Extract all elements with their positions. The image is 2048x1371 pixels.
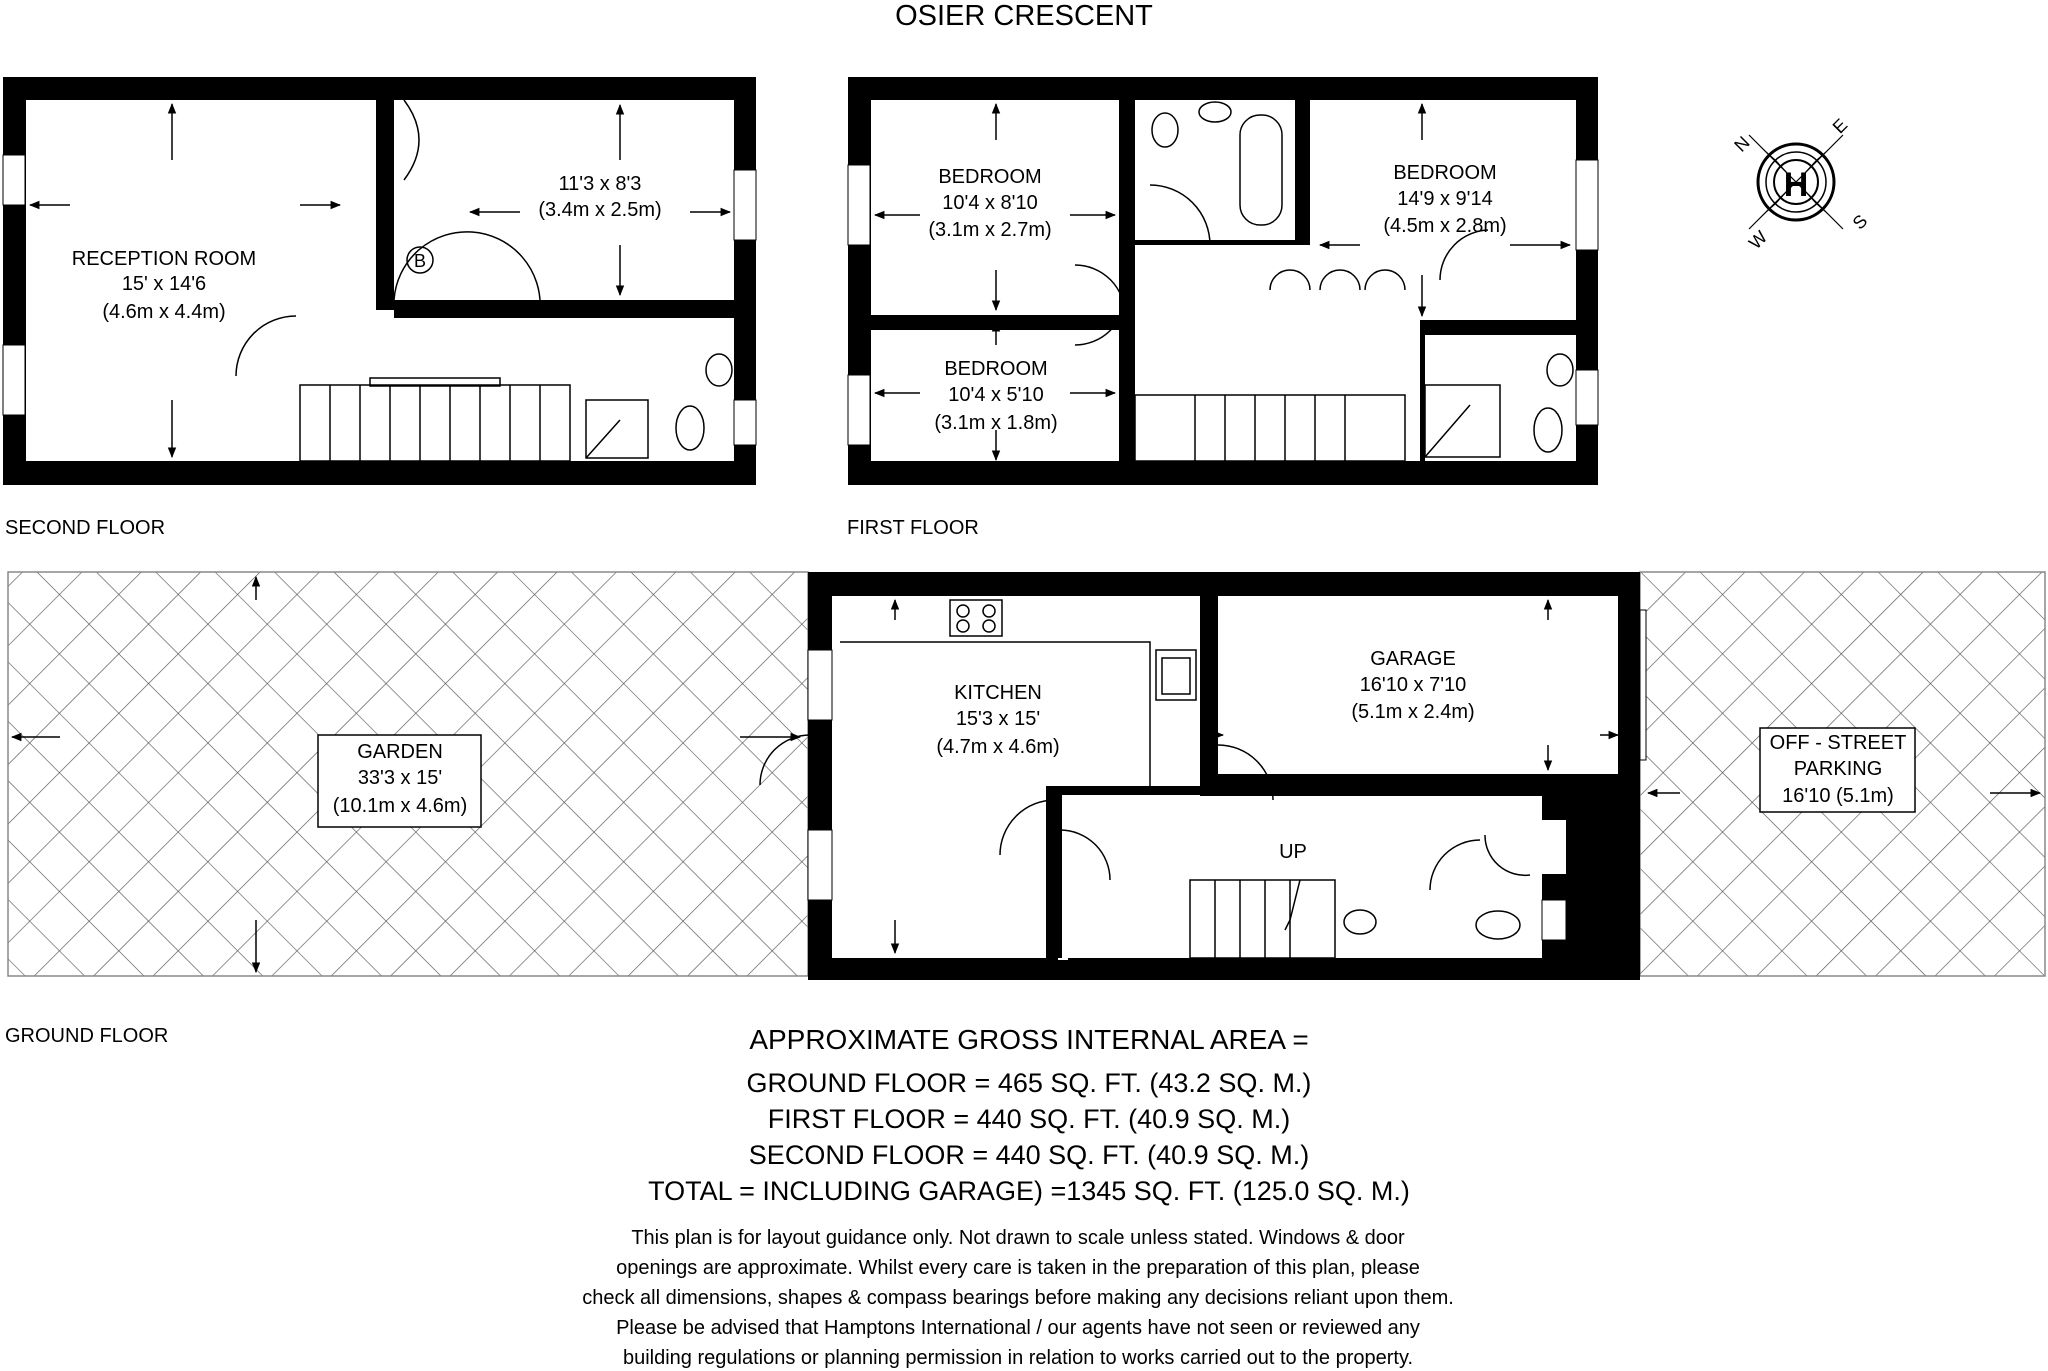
disclaimer-line: building regulations or planning permission in relation to works carried out to the property. — [622, 1347, 1414, 1369]
room-metric-parking: 16'10 (5.1m) — [1782, 785, 1894, 807]
compass-point-n: N — [1730, 132, 1754, 156]
room-metric-study: (3.4m x 2.5m) — [538, 199, 662, 221]
room-metric-reception: (4.6m x 4.4m) — [102, 301, 226, 323]
disclaimer-line: openings are approximate. Whilst every care is taken in the preparation of this plan, please — [616, 1257, 1420, 1279]
room-name-reception: RECEPTION ROOM — [71, 248, 257, 270]
room-dims-study: 11'3 x 8'3 — [558, 173, 642, 195]
area-line-ground: GROUND FLOOR = 465 SQ. FT. (43.2 SQ. M.) — [746, 1068, 1312, 1098]
area-heading: APPROXIMATE GROSS INTERNAL AREA = — [749, 1024, 1309, 1055]
room-dims-parking: PARKING — [1793, 758, 1883, 780]
compass-point-e: E — [1828, 114, 1852, 138]
room-metric-kitchen: (4.7m x 4.6m) — [936, 736, 1060, 758]
room-name-garden: GARDEN — [357, 741, 443, 763]
area-line-total: TOTAL = INCLUDING GARAGE) =1345 SQ. FT. (125.0 SQ. M.) — [648, 1176, 1410, 1206]
entrance-label: IN — [1620, 841, 1640, 863]
area-summary — [648, 1024, 1410, 1206]
room-dims-kitchen: 15'3 x 15' — [955, 708, 1041, 730]
boiler-symbol: B — [413, 251, 427, 271]
compass-letter: H — [1783, 166, 1809, 204]
floor-label-second: SECOND FLOOR — [5, 517, 166, 539]
floor-label-ground: GROUND FLOOR — [5, 1025, 169, 1047]
disclaimer — [582, 1227, 1454, 1369]
compass-point-s: S — [1848, 210, 1872, 234]
floor-label-first: FIRST FLOOR — [847, 517, 979, 539]
room-name-bedroom-3: BEDROOM — [944, 358, 1048, 380]
room-metric-garage: (5.1m x 2.4m) — [1351, 701, 1475, 723]
plan-title: OSIER CRESCENT — [895, 0, 1153, 32]
room-dims-garden: 33'3 x 15' — [357, 767, 443, 789]
second-floor-plan — [3, 77, 756, 539]
room-metric-bedroom-2: (4.5m x 2.8m) — [1383, 215, 1507, 237]
room-name-kitchen: KITCHEN — [954, 682, 1042, 704]
room-dims-garage: 16'10 x 7'10 — [1359, 674, 1467, 696]
room-metric-bedroom-1: (3.1m x 2.7m) — [928, 219, 1052, 241]
room-dims-reception: 15' x 14'6 — [121, 273, 207, 295]
stairs-up-label: UP — [1279, 841, 1307, 863]
room-name-parking: OFF - STREET — [1769, 732, 1907, 754]
area-line-second: SECOND FLOOR = 440 SQ. FT. (40.9 SQ. M.) — [748, 1140, 1310, 1170]
room-metric-garden: (10.1m x 4.6m) — [332, 795, 468, 817]
disclaimer-line: check all dimensions, shapes & compass bearings before making any decisions reliant upon them. — [582, 1287, 1454, 1309]
room-name-garage: GARAGE — [1370, 648, 1456, 670]
room-dims-bedroom-2: 14'9 x 9'14 — [1397, 188, 1493, 210]
first-floor-plan — [847, 77, 1598, 539]
disclaimer-line: Please be advised that Hamptons International / our agents have not seen or reviewed any — [616, 1317, 1420, 1339]
room-name-bedroom-1: BEDROOM — [938, 166, 1042, 188]
disclaimer-line: This plan is for layout guidance only. Not drawn to scale unless stated. Windows & door — [631, 1227, 1405, 1249]
compass-point-w: W — [1744, 226, 1772, 254]
area-line-first: FIRST FLOOR = 440 SQ. FT. (40.9 SQ. M.) — [767, 1104, 1291, 1134]
room-name-bedroom-2: BEDROOM — [1393, 162, 1497, 184]
room-metric-bedroom-3: (3.1m x 1.8m) — [934, 412, 1058, 434]
compass-rose — [1730, 115, 1871, 253]
room-dims-bedroom-3: 10'4 x 5'10 — [948, 384, 1044, 406]
ground-floor-plan — [5, 572, 2045, 1047]
room-dims-bedroom-1: 10'4 x 8'10 — [942, 192, 1038, 214]
